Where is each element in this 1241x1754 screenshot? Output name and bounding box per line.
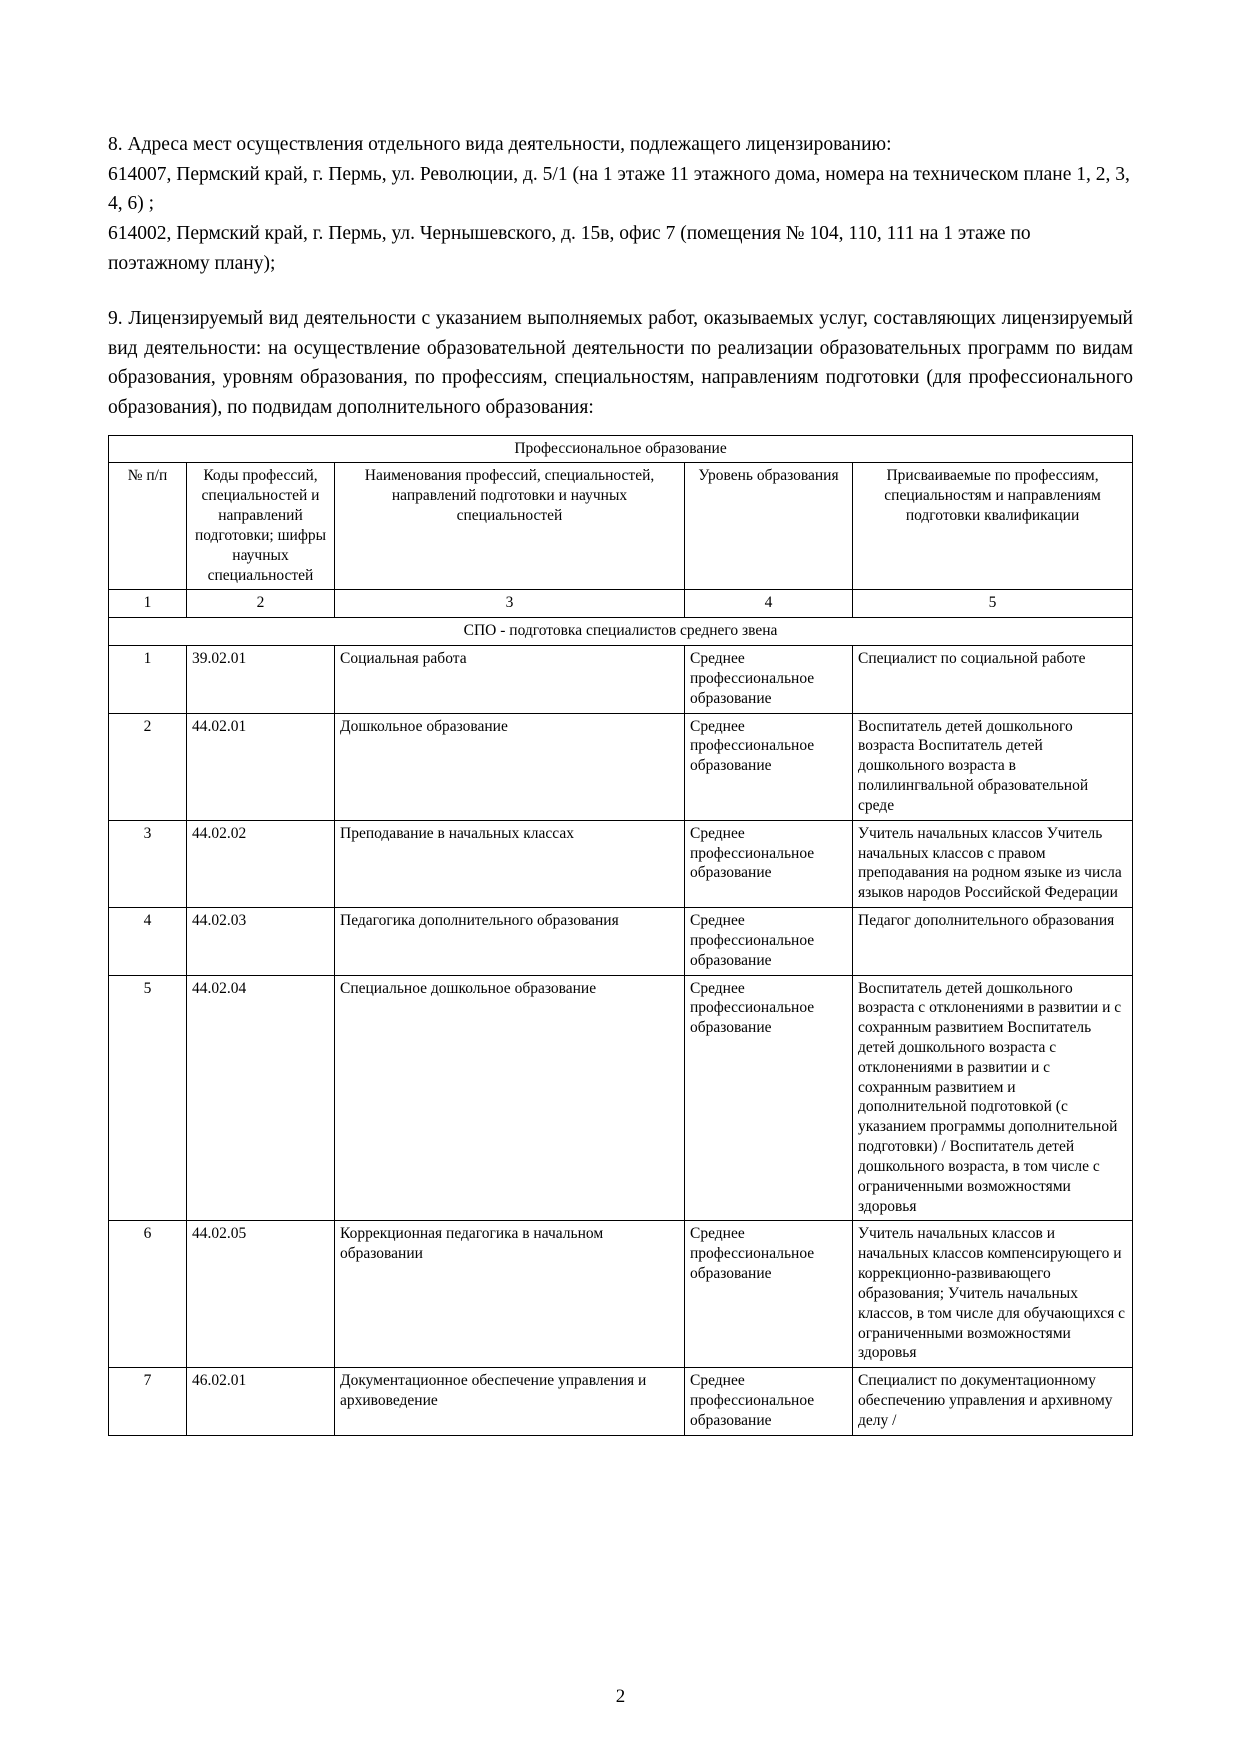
row-name: Преподавание в начальных классах <box>335 820 685 907</box>
row-code: 46.02.01 <box>187 1368 335 1435</box>
header-cell-4: Уровень образования <box>685 463 853 590</box>
professional-education-table <box>108 435 1133 1436</box>
row-level: Среднее профессиональное образование <box>685 646 853 713</box>
table-header-row <box>109 463 1133 590</box>
row-qualification: Педагог дополнительного образования <box>853 908 1133 975</box>
header-cell-5: Присваиваемые по профессиям, специальностям и направлениям подготовки квалификации <box>853 463 1133 590</box>
table-row <box>109 713 1133 820</box>
address-line-2: 614002, Пермский край, г. Пермь, ул. Чернышевского, д. 15в, офис 7 (помещения № 104, 110, 111 на 1 этаже по поэтажному плану); <box>108 222 1031 274</box>
row-qualification: Специалист по социальной работе <box>853 646 1133 713</box>
section-8 <box>108 130 1133 278</box>
section-9-text: 9. Лицензируемый вид деятельности с указанием выполняемых работ, оказываемых услуг, составляющих лицензируемый вид деятельности: на осуществление образовательной деятельности по реализации образовательных программ по видам образования, уровням образования, по профессиям, специальностям, направлениям подготовки (для профессионального образования), по подвидам дополнительного образования: <box>108 308 1133 418</box>
row-code: 44.02.02 <box>187 820 335 907</box>
table-row <box>109 1221 1133 1368</box>
column-number-5: 5 <box>853 590 1133 618</box>
row-code: 44.02.05 <box>187 1221 335 1368</box>
row-number: 1 <box>109 646 187 713</box>
table-row <box>109 975 1133 1221</box>
row-number: 3 <box>109 820 187 907</box>
row-name: Дошкольное образование <box>335 713 685 820</box>
header-cell-2: Коды профессий, специальностей и направлений подготовки; шифры научных специальностей <box>187 463 335 590</box>
row-code: 39.02.01 <box>187 646 335 713</box>
row-code: 44.02.01 <box>187 713 335 820</box>
row-level: Среднее профессиональное образование <box>685 1221 853 1368</box>
row-code: 44.02.04 <box>187 975 335 1221</box>
table-title: Профессиональное образование <box>109 435 1133 463</box>
row-qualification: Воспитатель детей дошкольного возраста Воспитатель детей дошкольного возраста в полилингвальной образовательной среде <box>853 713 1133 820</box>
table-row <box>109 646 1133 713</box>
row-qualification: Учитель начальных классов Учитель начальных классов с правом преподавания на родном языке из числа языков народов Российской Федерации <box>853 820 1133 907</box>
column-number-2: 2 <box>187 590 335 618</box>
row-number: 5 <box>109 975 187 1221</box>
column-number-3: 3 <box>335 590 685 618</box>
header-cell-3: Наименования профессий, специальностей, направлений подготовки и научных специальностей <box>335 463 685 590</box>
row-code: 44.02.03 <box>187 908 335 975</box>
column-number-row <box>109 590 1133 618</box>
table-subheader: СПО - подготовка специалистов среднего звена <box>109 618 1133 646</box>
table-row <box>109 908 1133 975</box>
table-row <box>109 820 1133 907</box>
page-number: 2 <box>615 1686 626 1707</box>
header-cell-1: № п/п <box>109 463 187 590</box>
row-level: Среднее профессиональное образование <box>685 1368 853 1435</box>
row-name: Социальная работа <box>335 646 685 713</box>
section-9 <box>108 304 1133 423</box>
row-name: Специальное дошкольное образование <box>335 975 685 1221</box>
row-level: Среднее профессиональное образование <box>685 908 853 975</box>
table-title-row <box>109 435 1133 463</box>
row-qualification: Специалист по документационному обеспечению управления и архивному делу / <box>853 1368 1133 1435</box>
row-name: Педагогика дополнительного образования <box>335 908 685 975</box>
row-number: 2 <box>109 713 187 820</box>
column-number-1: 1 <box>109 590 187 618</box>
row-qualification: Воспитатель детей дошкольного возраста с отклонениями в развитии и с сохранным развитием Воспитатель детей дошкольного возраста с отклонениями в развитии и с сохранным развитием и дополнительной подготовкой (с указанием программы дополнительной подготовки) / Воспитатель детей дошкольного возраста, в том числе с ограниченными возможностями здоровья <box>853 975 1133 1221</box>
row-name: Коррекционная педагогика в начальном образовании <box>335 1221 685 1368</box>
table-subheader-row <box>109 618 1133 646</box>
row-qualification: Учитель начальных классов и начальных классов компенсирующего и коррекционно-развивающего образования; Учитель начальных классов, в том числе для обучающихся с ограниченными возможностями здоровья <box>853 1221 1133 1368</box>
row-number: 7 <box>109 1368 187 1435</box>
row-level: Среднее профессиональное образование <box>685 820 853 907</box>
row-level: Среднее профессиональное образование <box>685 975 853 1221</box>
row-level: Среднее профессиональное образование <box>685 713 853 820</box>
section-8-heading: 8. Адреса мест осуществления отдельного вида деятельности, подлежащего лицензированию: <box>108 134 892 155</box>
row-number: 6 <box>109 1221 187 1368</box>
row-number: 4 <box>109 908 187 975</box>
address-line-1: 614007, Пермский край, г. Пермь, ул. Революции, д. 5/1 (на 1 этаже 11 этажного дома, номера на техническом плане 1, 2, 3, 4, 6) ; <box>108 163 1130 215</box>
table-row <box>109 1368 1133 1435</box>
column-number-4: 4 <box>685 590 853 618</box>
row-name: Документационное обеспечение управления и архивоведение <box>335 1368 685 1435</box>
